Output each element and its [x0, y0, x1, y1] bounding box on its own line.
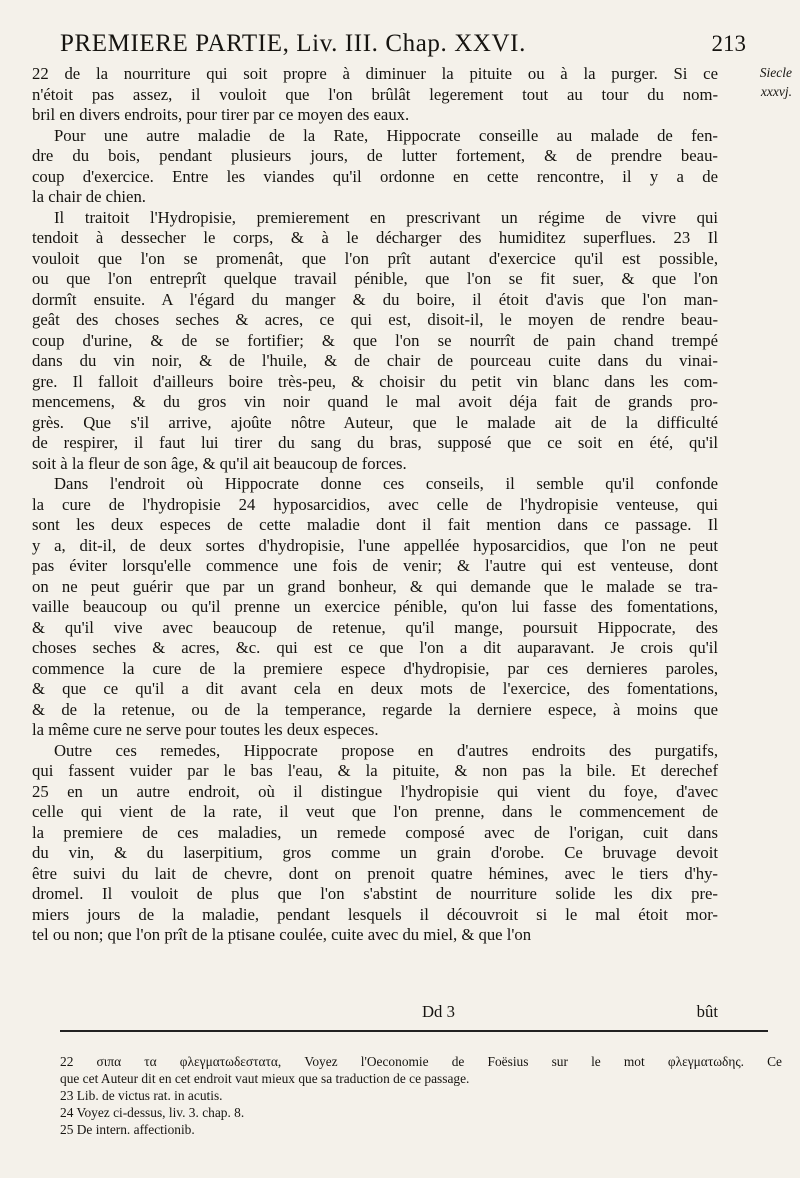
- body-line: & que ce qu'il a dit avant cela en deux mots de l'exercice, des fomentations,: [32, 679, 718, 698]
- body-line: vouloit que l'on se promenât, que l'on prît autant d'exercice qu'il est possible,: [32, 248, 718, 268]
- body-line: coup d'urine, & de se fortifier; & que l'on se nourrît de pain chand trempé: [32, 330, 718, 350]
- signature-line: [32, 1002, 718, 1022]
- body-line: n'étoit pas assez, il vouloit que l'on brûlât legerement tout au tour du nom-: [32, 84, 718, 104]
- body-line: Il traitoit l'Hydropisie, premierement en prescrivant un régime de vivre qui: [54, 207, 718, 227]
- body-line: vaille beaucoup ou qu'il prenne un exercice pénible, qu'on lui fasse des fomentations,: [32, 597, 718, 616]
- body-line: ou que l'on entreprît quelque travail pénible, que l'on se fit suer, & que l'on: [32, 269, 718, 288]
- footnotes: [60, 1053, 782, 1138]
- body-line: miers jours de la maladie, pendant lesquels il découvroit si le mal étoit mor-: [32, 904, 718, 924]
- body-line: la premiere de ces maladies, un remede composé avec de l'origan, cuit dans: [32, 822, 718, 842]
- page-number: 213: [711, 31, 746, 56]
- body-line: être suivi du lait de chevre, dont on prenoit quatre hémines, avec le tiers d'hy-: [32, 863, 718, 883]
- body-line: & de la retenue, ou de la temperance, regarde la derniere espece, à moins que: [32, 699, 718, 719]
- body-line: pas éviter lorsqu'elle commence une fois de venir; & l'autre qui est venteuse, dont: [32, 556, 718, 575]
- margin-note: [722, 63, 792, 101]
- body-line: dromel. Il vouloit de plus que l'on s'abstint de nourriture solide les dix pre-: [32, 884, 718, 903]
- body-line: dormît ensuite. A l'égard du manger & du boire, il étoit d'avis que l'on man-: [32, 289, 718, 309]
- footnote-line: 23 Lib. de victus rat. in acutis.: [60, 1088, 223, 1103]
- footnote-line: 22 σιπα τα φλεγματωδεστατα, Voyez l'Oeconomie de Foësius sur le mot φλεγματωδης. Ce: [60, 1054, 782, 1069]
- body-line: y a, dit-il, de deux sortes d'hydropisie, l'une appellée hyposarcidios, que l'on ne peut: [32, 535, 718, 555]
- body-line: grès. Que s'il arrive, ajoûte nôtre Auteur, que le malade ait de la difficulté: [32, 412, 718, 432]
- body-line: tendoit à dessecher le corps, & à le décharger des humiditez superflues. 23 Il: [32, 228, 718, 247]
- footnote-line: que cet Auteur dit en cet endroit vaut mieux que sa traduction de ce passage.: [60, 1071, 470, 1086]
- page-header: [60, 30, 746, 58]
- body-line: Outre ces remedes, Hippocrate propose en d'autres endroits des purgatifs,: [54, 740, 718, 760]
- body-line: la cure de l'hydropisie 24 hyposarcidios, avec celle de l'hydropisie venteuse, qui: [32, 494, 718, 514]
- body-line: sont les deux especes de cette maladie dont il fait mention dans ce passage. Il: [32, 515, 718, 534]
- body-line: tel ou non; que l'on prît de la ptisane coulée, cuite avec du miel, & que l'on: [32, 925, 532, 944]
- body-line: celle qui vient de la rate, il veut que l'on prenne, dans le commencement de: [32, 802, 718, 821]
- footnote-line: 24 Voyez ci-dessus, liv. 3. chap. 8.: [60, 1105, 245, 1120]
- footnote-line: 25 De intern. affectionib.: [60, 1122, 195, 1137]
- body-line: 22 de la nourriture qui soit propre à diminuer la pituite ou à la purger. Si ce: [32, 64, 718, 83]
- body-line: 25 en un autre endroit, où il distingue l'hydropisie qui vient du foye, d'avec: [32, 781, 718, 801]
- body-line: coup d'exercice. Entre les viandes qu'il ordonne en cette rencontre, il y a de: [32, 166, 718, 186]
- running-head: PREMIERE PARTIE, Liv. III. Chap. XXVI.: [60, 30, 526, 57]
- body-line: gre. Il falloit d'ailleurs boire très-peu, & choisir du petit vin blanc dans les com-: [32, 371, 718, 391]
- body-line: geât des choses seches & acres, ce qui est, disoit-il, le moyen de rendre beau-: [32, 310, 718, 329]
- body-line: choses seches & acres, &c. qui est ce que l'on a dit auparavant. Je crois qu'il: [32, 638, 718, 657]
- body-line: de respirer, il faut lui tirer du sang du bras, supposé que ce soit en été, qu'il: [32, 433, 718, 452]
- body-line: & qu'il vive avec beaucoup de retenue, qu'il mange, poursuit Hippocrate, des: [32, 617, 718, 637]
- body-text: [32, 64, 718, 946]
- body-line: dre du bois, pendant plusieurs jours, de lutter fortement, & de prendre beau-: [32, 146, 718, 165]
- body-line: on ne peut guérir que par un grand bonheur, & qui demande que le malade se tra-: [32, 576, 718, 596]
- body-line: la même cure ne serve pour toutes les deux especes.: [32, 720, 379, 739]
- body-line: qui fassent vuider par le bas l'eau, & la pituite, & non pas la bile. Et derechef: [32, 761, 718, 780]
- body-line: bril en divers endroits, pour tirer par ce moyen des eaux.: [32, 105, 410, 124]
- body-line: du vin, & du laserpitium, gros comme un grain d'orobe. Ce bruvage devoit: [32, 843, 718, 862]
- body-line: commence la cure de la premiere espece d'hydropisie, par ces dernieres paroles,: [32, 658, 718, 678]
- signature-mark: Dd 3: [422, 1002, 455, 1021]
- body-line: la chair de chien.: [32, 187, 146, 206]
- body-line: mencemens, & du gros vin noir quand le mal avoit déja fait de grands pro-: [32, 392, 718, 411]
- body-line: Pour une autre maladie de la Rate, Hippocrate conseille au malade de fen-: [54, 125, 718, 145]
- catchword: bût: [696, 1002, 718, 1021]
- body-line: soit à la fleur de son âge, & qu'il ait beaucoup de forces.: [32, 453, 407, 473]
- body-line: dans du vin noir, & de l'huile, & de chair de pourceau cuite dans du vinai-: [32, 351, 718, 370]
- body-line: Dans l'endroit où Hippocrate donne ces conseils, il semble qu'il confonde: [54, 474, 718, 493]
- margin-note-century: Siecle: [759, 65, 792, 80]
- margin-note-number: xxxvj.: [760, 84, 792, 99]
- footnote-rule: [60, 1030, 768, 1032]
